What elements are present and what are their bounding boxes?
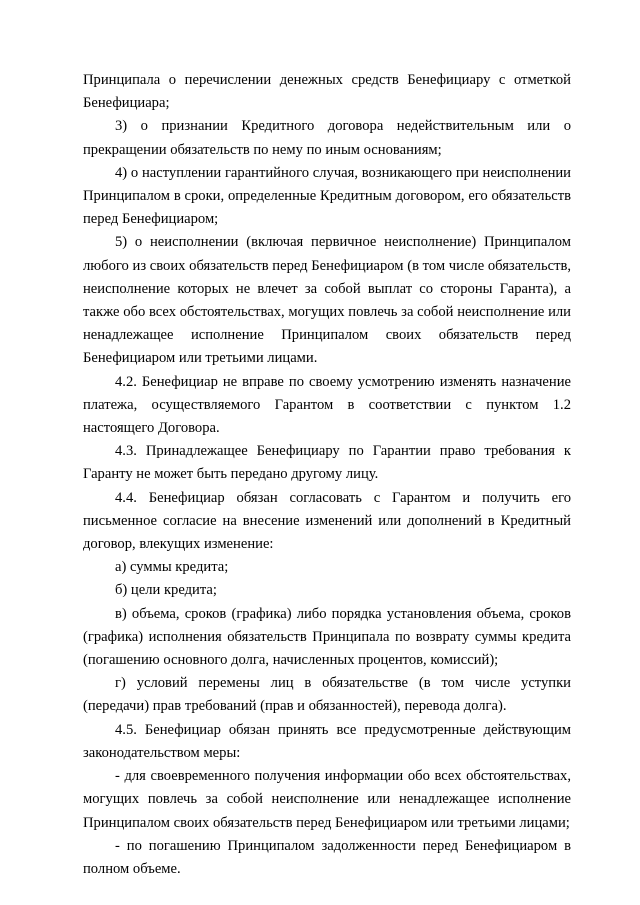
paragraph: Принципала о перечислении денежных средств Бенефициару с отметкой Бенефициара; (83, 72, 571, 112)
paragraph: г) условий перемены лиц в обязательстве (в том числе уступки (передачи) прав требований (прав и обязанностей), перевода долга). (83, 675, 571, 715)
document-page (83, 69, 571, 881)
paragraph: 4.5. Бенефициар обязан принять все предусмотренные действующим законодательством меры: (83, 721, 571, 761)
paragraph: в) объема, сроков (графика) либо порядка установления объема, сроков (графика) исполнения обязательств Принципала по возврату суммы кредита (погашению основного долга, начисленных процентов, комиссий); (83, 605, 571, 669)
paragraph: - по погашению Принципалом задолженности перед Бенефициаром в полном объеме. (83, 837, 571, 877)
paragraph: б) цели кредита; (115, 582, 217, 599)
paragraph: 3) о признании Кредитного договора недействительным или о прекращении обязательств по нему по иным основаниям; (83, 118, 571, 158)
paragraph: - для своевременного получения информации обо всех обстоятельствах, могущих повлечь за собой неисполнение или ненадлежащее исполнение Принципалом своих обязательств перед Бенефициаром или третьими лицами; (83, 768, 571, 831)
paragraph: 4.4. Бенефициар обязан согласовать с Гарантом и получить его письменное согласие на внесение изменений или дополнений в Кредитный договор, влекущих изменение: (83, 489, 571, 553)
paragraph: 4.2. Бенефициар не вправе по своему усмотрению изменять назначение платежа, осуществляемого Гарантом в соответствии с пунктом 1.2 настоящего Договора. (83, 373, 571, 437)
paragraph: 4) о наступлении гарантийного случая, возникающего при неисполнении Принципалом в сроки, определенные Кредитным договором, его обязательств перед Бенефициаром; (83, 164, 571, 228)
paragraph: 4.3. Принадлежащее Бенефициару по Гарантии право требования к Гаранту не может быть передано другому лицу. (83, 443, 571, 483)
paragraph: 5) о неисполнении (включая первичное неисполнение) Принципалом любого из своих обязательств перед Бенефициаром (в том числе обязательств, неисполнение которых не влечет за собой выплат со стороны Гаранта), а также обо всех обстоятельствах, могущих повлечь за собой неисполнение или ненадлежащее исполнение Принципалом своих обязательств перед Бенефициаром или третьими лицами. (83, 234, 571, 367)
paragraph: а) суммы кредита; (115, 559, 229, 576)
